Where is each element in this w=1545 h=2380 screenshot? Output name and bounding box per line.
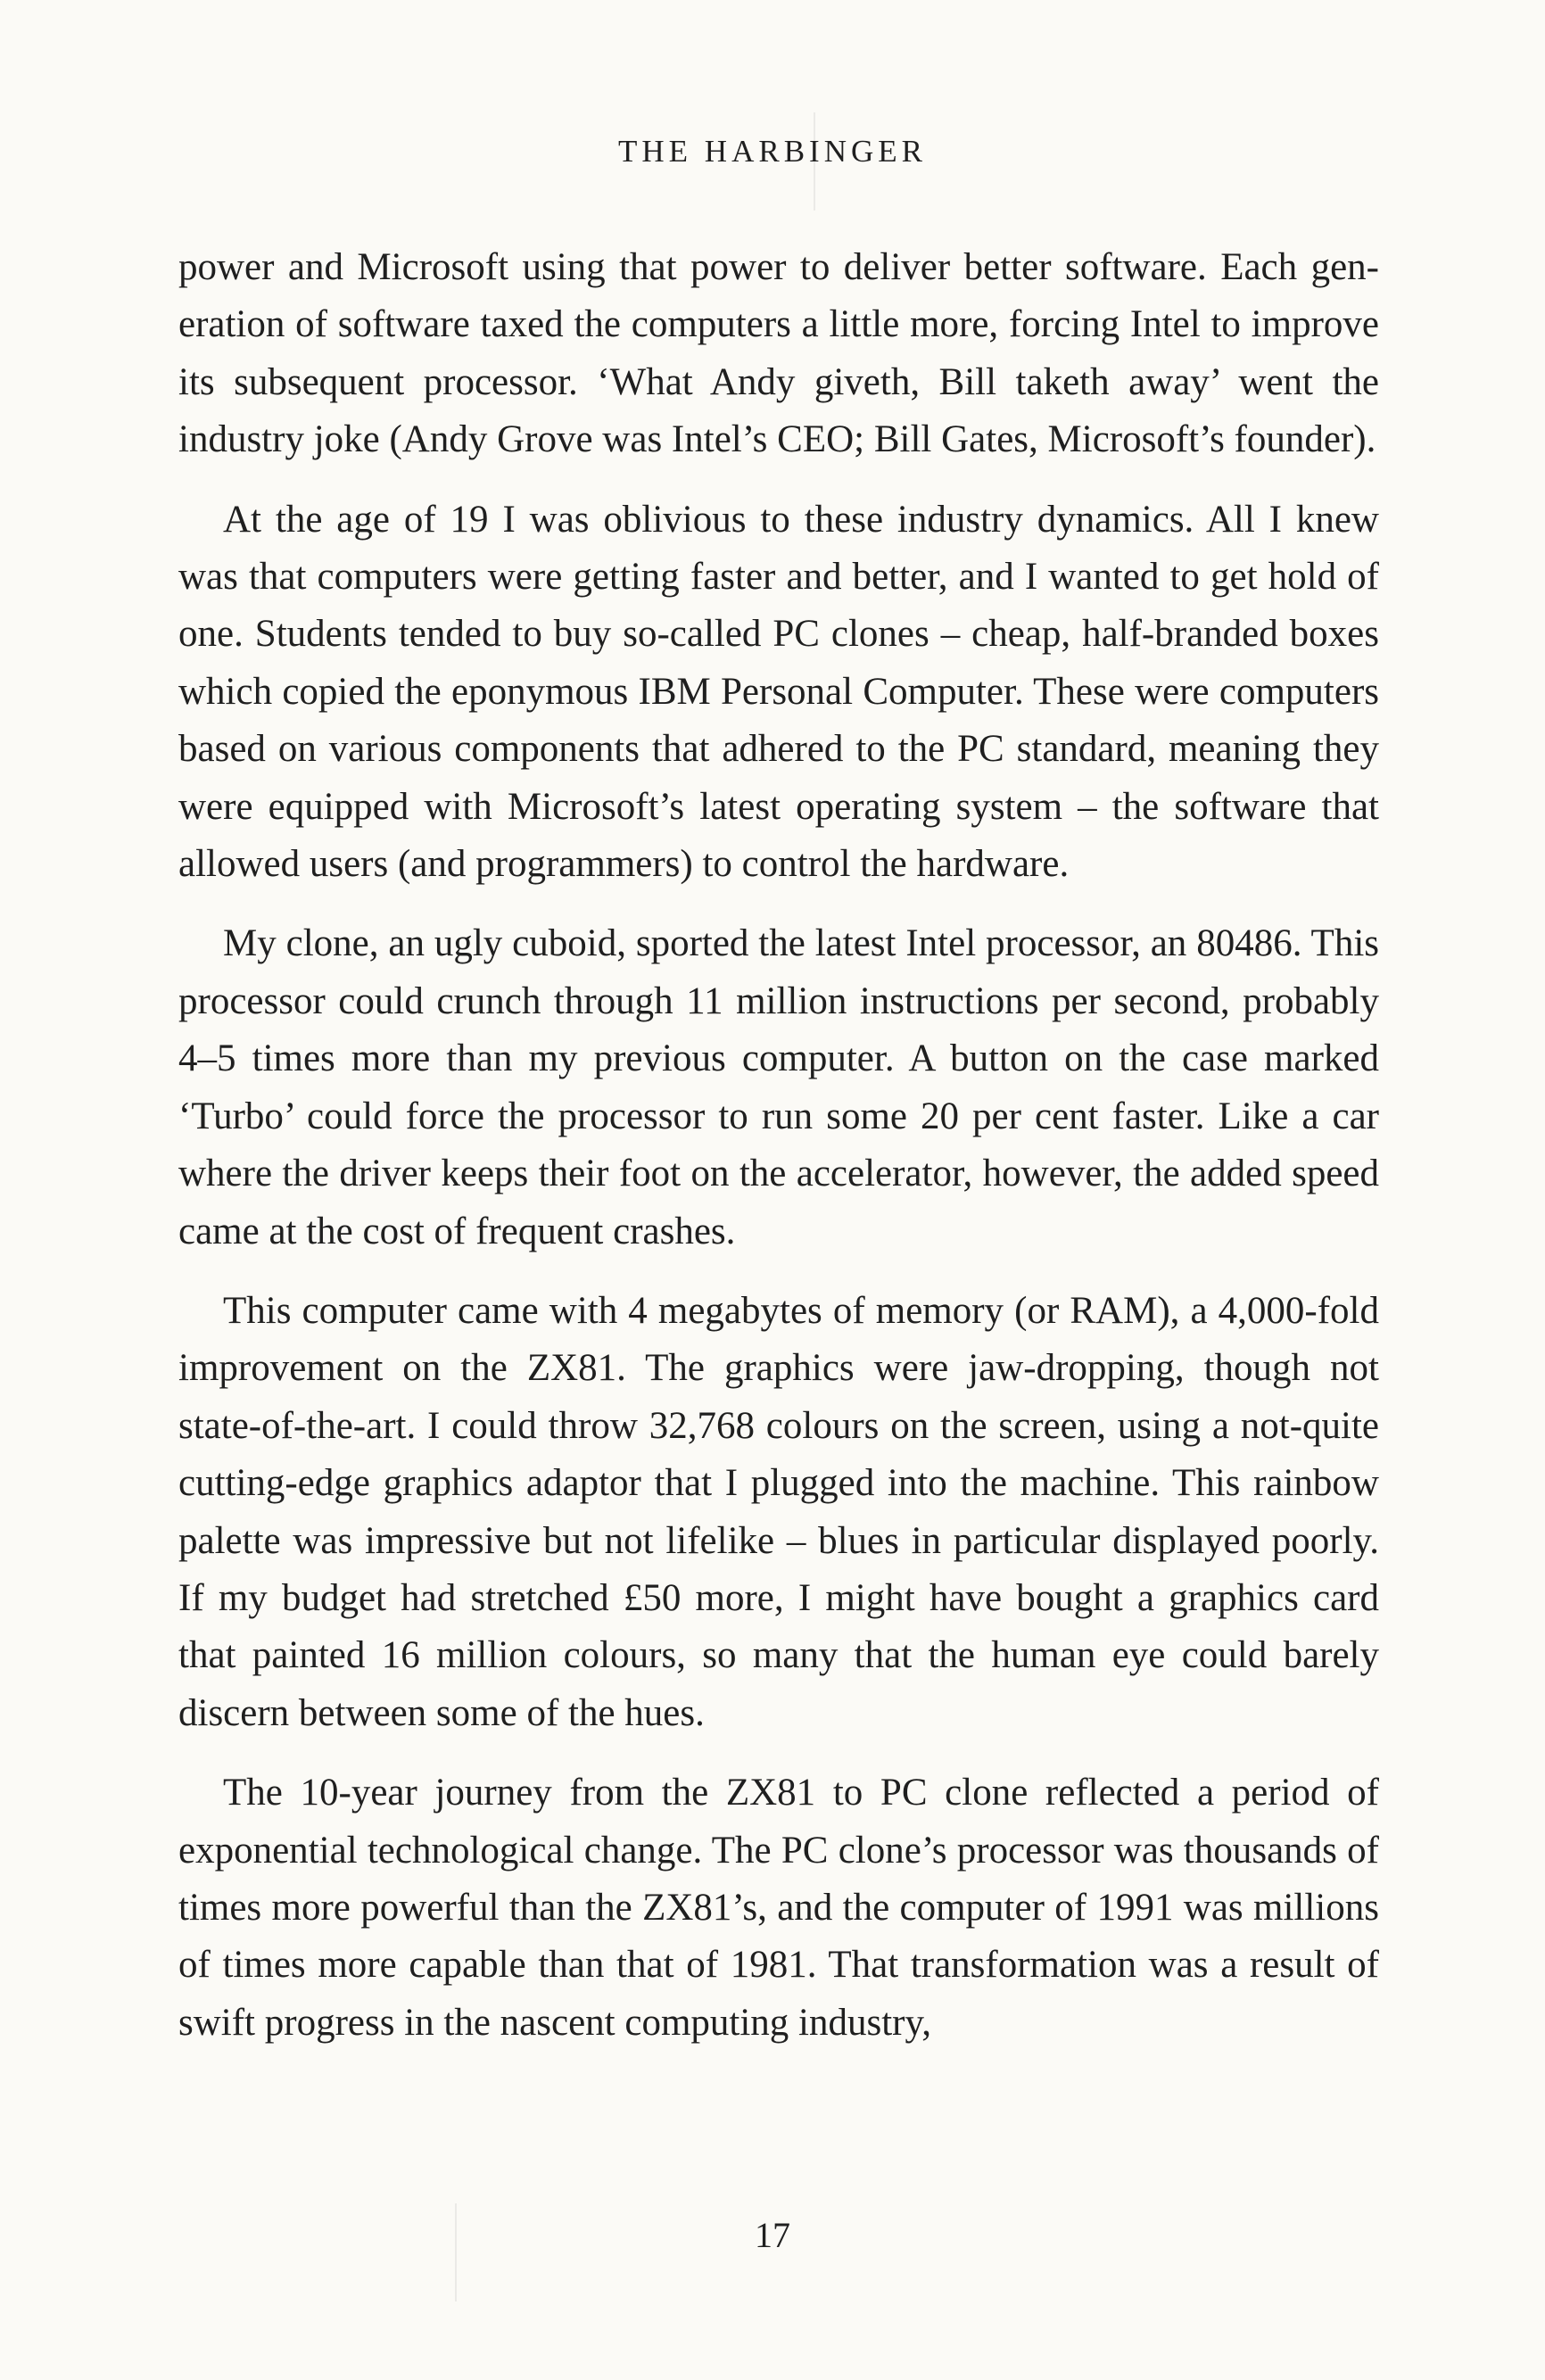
- running-head: THE HARBINGER: [618, 134, 927, 169]
- page-number: 17: [755, 2215, 790, 2255]
- paragraph: At the age of 19 I was oblivious to these industry dynamics. All I knew was that computers were getting faster and better, and I wanted to get hold of one. Students tended to buy so-called PC clones – cheap, half-branded boxes which copied the eponymous IBM Personal Computer. These were computers based on various components that adhered to the PC standard, meaning they were equipped with Microsoft’s latest operating system – the software that allowed users (and programmers) to control the hardware.: [178, 498, 1379, 886]
- paragraph: My clone, an ugly cuboid, sported the latest Intel processor, an 80486. This processor could crunch through 11 million instructions per second, probably 4–5 times more than my previous computer. A button on the case marked ‘Turbo’ could force the processor to run some 20 per cent faster. Like a car where the driver keeps their foot on the accelerator, however, the added speed came at the cost of frequent crashes.: [178, 922, 1379, 1252]
- paragraph-continued: power and Microsoft using that power to deliver better software. Each generation of software taxed the computers a little more, forcing Intel to improve its subsequent processor. ‘What Andy giveth, Bill taketh away’ went the industry joke (Andy Grove was Intel’s CEO; Bill Gates, Microsoft’s founder).: [178, 246, 1379, 461]
- paragraph: The 10-year journey from the ZX81 to PC clone reflected a period of exponential technological change. The PC clone’s processor was thousands of times more powerful than the ZX81’s, and the computer of 1991 was millions of times more capable than that of 1981. That transformation was a result of swift progress in the nascent computing industry,: [178, 1772, 1379, 2044]
- paragraph: This computer came with 4 megabytes of memory (or RAM), a 4,000-fold improvement on the ZX81. The graphics were jaw-dropping, though not state-of-the-art. I could throw 32,768 colours on the screen, using a not-quite cutting-edge graphics adaptor that I plugged into the machine. This rainbow palette was impressive but not lifelike – blues in particular displayed poorly. If my budget had stretched £50 more, I might have bought a graphics card that painted 16 million colours, so many that the human eye could barely discern between some of the hues.: [178, 1289, 1379, 1734]
- body-text: [178, 239, 1379, 2074]
